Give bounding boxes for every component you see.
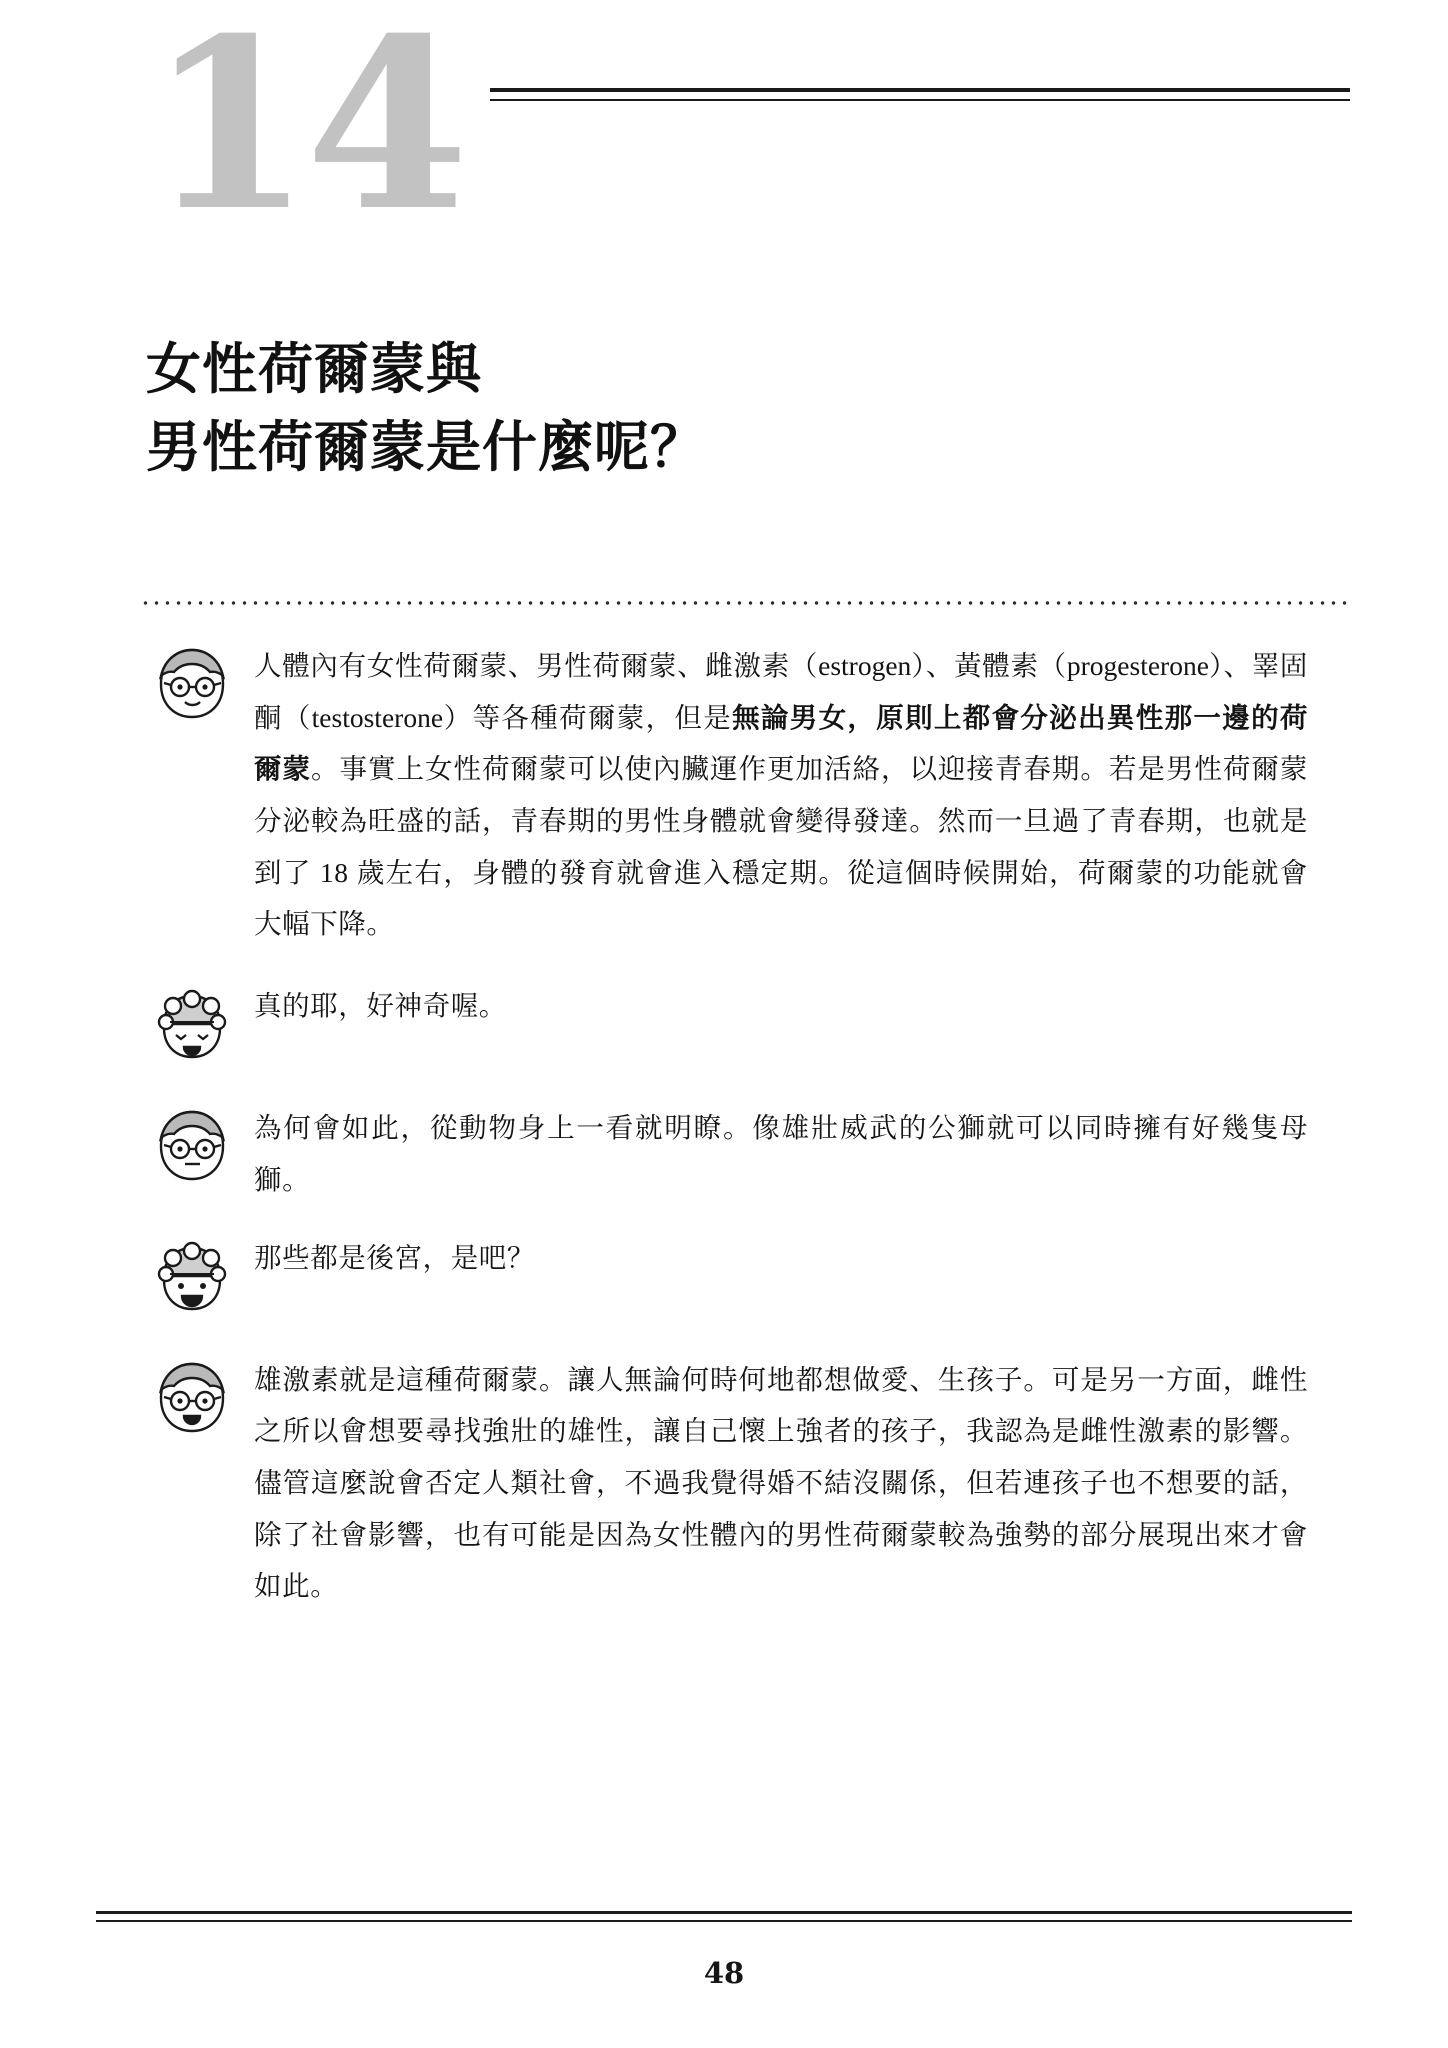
chapter-number: 14 (148, 0, 464, 263)
footer-rule-thin (96, 1920, 1352, 1922)
dialogue-list (140, 640, 1308, 1642)
curler-lady-avatar-icon (140, 972, 244, 1076)
curler-lady-avatar-icon (140, 1224, 244, 1328)
dialogue-item (140, 980, 1308, 1076)
title-line-1: 女性荷爾蒙與 (146, 336, 483, 401)
doctor-avatar-icon (140, 1094, 244, 1198)
doctor-avatar-icon (140, 1346, 244, 1450)
dialogue-item (140, 1102, 1308, 1205)
dialogue-item (140, 640, 1308, 950)
dialogue-text: 人體內有女性荷爾蒙、男性荷爾蒙、雌激素（estrogen）、黃體素（progesterone）、睪固酮（testosterone）等各種荷爾蒙，但是無論男女，原則上都會分泌出異性那一邊的荷爾蒙。事實上女性荷爾蒙可以使內臟運作更加活絡，以迎接青春期。若是男性荷爾蒙分泌較為旺盛的話，青春期的男性身體就會變得發達。然而一旦過了青春期，也就是到了 18 歲左右，身體的發育就會進入穩定期。從這個時候開始，荷爾蒙的功能就會大幅下降。 (254, 650, 1309, 940)
dialogue-text: 為何會如此，從動物身上一看就明瞭。像雄壯威武的公獅就可以同時擁有好幾隻母獅。 (254, 1112, 1308, 1195)
dotted-divider (140, 600, 1348, 606)
dialogue-text: 真的耶，好神奇喔。 (254, 990, 507, 1022)
header-rule-thin (490, 99, 1350, 101)
dialogue-item (140, 1354, 1308, 1612)
footer-double-rule (96, 1911, 1352, 1922)
chapter-header (0, 0, 1448, 300)
title-line-2: 男性荷爾蒙是什麼呢？ (146, 414, 707, 480)
footer-rule-thick (96, 1911, 1352, 1914)
header-rule-thick (490, 88, 1350, 92)
dialogue-text: 雄激素就是這種荷爾蒙。讓人無論何時何地都想做愛、生孩子。可是另一方面，雌性之所以會想要尋找強壯的雄性，讓自己懷上強者的孩子，我認為是雌性激素的影響。儘管這麼說會否定人類社會，不過我覺得婚不結沒關係，但若連孩子也不想要的話，除了社會影響，也有可能是因為女性體內的男性荷爾蒙較為強勢的部分展現出來才會如此。 (254, 1363, 1308, 1602)
dialogue-text: 那些都是後宮，是吧？ (254, 1241, 535, 1273)
doctor-avatar-icon (140, 632, 244, 736)
header-double-rule (490, 88, 1350, 101)
page-title (146, 330, 1306, 486)
dialogue-item (140, 1232, 1308, 1328)
page-number: 48 (703, 1956, 745, 1990)
